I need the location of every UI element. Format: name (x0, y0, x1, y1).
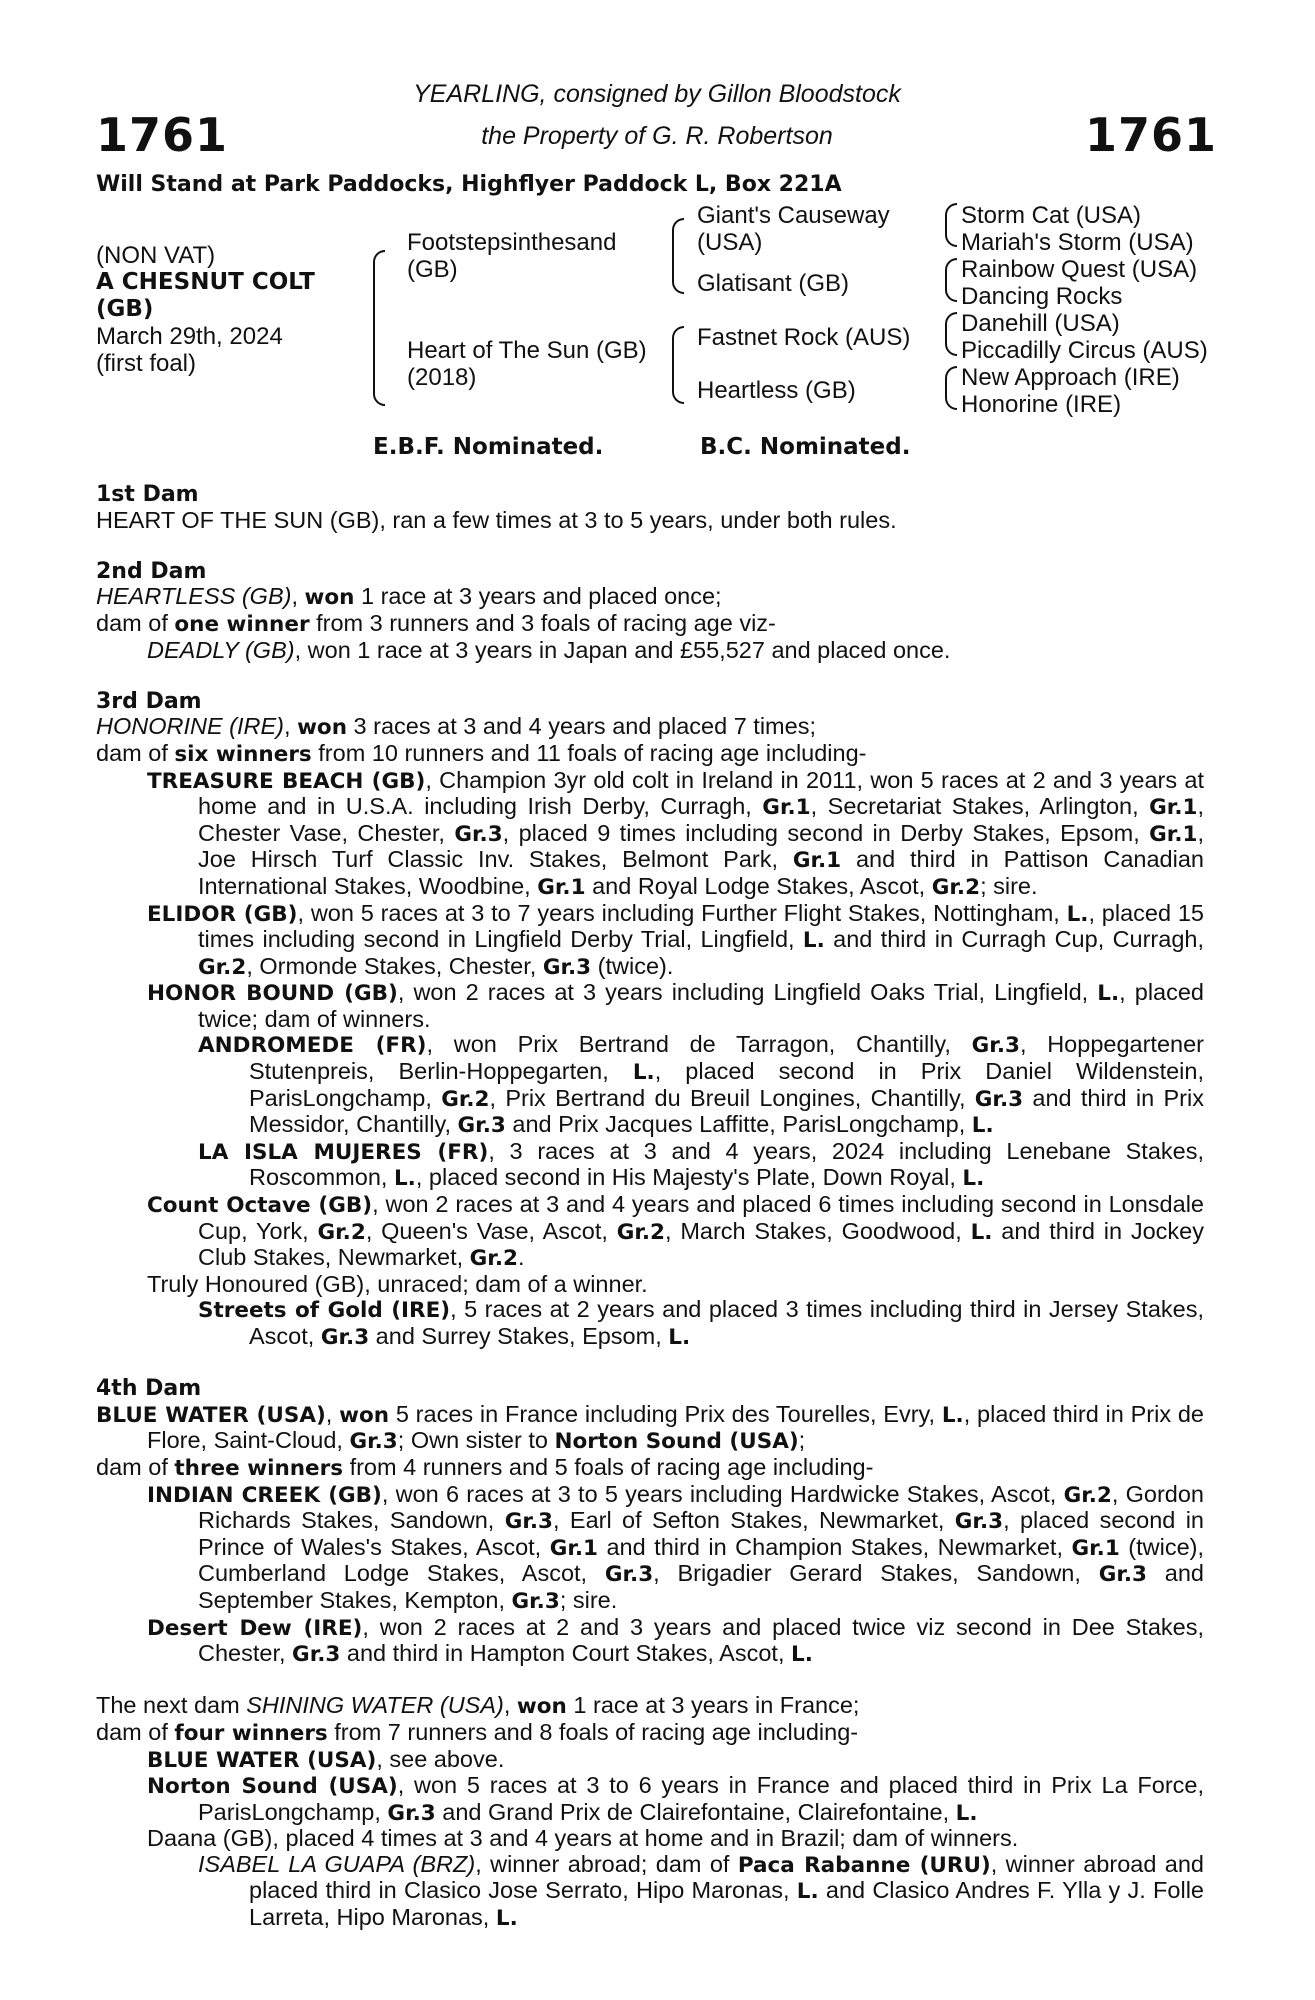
next-dam-text: The next dam SHINING WATER (USA), won 1 race at 3 years in France; (96, 1692, 860, 1720)
sire-country: (GB) (407, 256, 458, 283)
brace-dam (672, 326, 684, 404)
sire-dam: Glatisant (GB) (697, 270, 850, 297)
dam-name: Heart of The Sun (GB) (407, 337, 647, 364)
stand-location: Will Stand at Park Paddocks, Highflyer Paddock L, Box 221A (96, 172, 842, 197)
g3-1: Storm Cat (USA) (961, 202, 1142, 229)
vat-status: (NON VAT) (96, 242, 216, 269)
lot-number-left: 1761 (96, 108, 229, 162)
progeny-deadly: DEADLY (GB), won 1 race at 3 years in Japan and £55,527 and placed once. (147, 636, 951, 663)
progeny-truly-honoured: Truly Honoured (GB), unraced; dam of a winner. (147, 1270, 648, 1297)
progeny-blue-water: BLUE WATER (USA), see above. (147, 1745, 505, 1773)
progeny-honor-bound: HONOR BOUND (GB), won 2 races at 3 years including Lingfield Oaks Trial, Lingfield, L., placed twice; dam of winners. (147, 979, 1205, 1032)
g3-8: Honorine (IRE) (961, 391, 1122, 418)
g3-5: Danehill (USA) (961, 310, 1120, 337)
consignment-line: YEARLING, consigned by Gillon Bloodstock (413, 80, 901, 108)
dam-sire: Fastnet Rock (AUS) (697, 324, 911, 351)
third-dam-text: HONORINE (IRE), won 3 races at 3 and 4 years and placed 7 times; (96, 713, 816, 741)
progeny-streets-of-gold: Streets of Gold (IRE), 5 races at 2 years and placed 3 times including third in Jersey Stakes, Ascot, Gr.3 and Surrey Stakes, Epsom, L. (198, 1296, 1204, 1350)
second-dam-text: HEARTLESS (GB), won 1 race at 3 years and placed once; (96, 583, 722, 611)
brace-g3-4 (945, 366, 957, 410)
g3-7: New Approach (IRE) (961, 364, 1180, 391)
property-line: the Property of G. R. Robertson (481, 122, 833, 150)
progeny-la-isla-mujeres: LA ISLA MUJERES (FR), 3 races at 3 and 4 years, 2024 including Lenebane Stakes, Roscommon, L., placed second in His Majesty's Plate, Down Royal, L. (198, 1137, 1205, 1192)
section-4th-dam: 4th Dam (96, 1376, 202, 1402)
sire-sire: Giant's Causeway (697, 202, 890, 229)
g3-3: Rainbow Quest (USA) (961, 256, 1198, 283)
second-dam-produce: dam of one winner from 3 runners and 3 foals of racing age viz- (96, 609, 776, 637)
brace-g3-2 (945, 258, 957, 302)
third-dam-produce: dam of six winners from 10 runners and 11 foals of racing age including- (96, 739, 867, 767)
g3-6: Piccadilly Circus (AUS) (961, 337, 1208, 364)
brace-g3-3 (945, 312, 957, 356)
progeny-treasure-beach: TREASURE BEACH (GB), Champion 3yr old colt in Ireland in 2011, won 5 races at 2 and 3 years at home and in U.S.A. including Irish Derby, Curragh, Gr.1, Secretariat Stakes, Arlington, Gr.1, Chester Vase, Chester, Gr.3, placed 9 times including second in Derby Stakes, Epsom, Gr.1, Joe Hirsch Turf Classic Inv. Stakes, Belmont Park, Gr.1 and third in Pattison Canadian International Stakes, Woodbine, Gr.1 and Royal Lodge Stakes, Ascot, Gr.2; sire. (147, 766, 1204, 900)
progeny-isabel-la-guapa: ISABEL LA GUAPA (BRZ), winner abroad; dam of Paca Rabanne (URU), winner abroad and placed third in Clasico Jose Serrato, Hipo Maronas, L. and Clasico Andres F. Ylla y J. Folle Larreta, Hipo Maronas, L. (198, 1850, 1204, 1932)
ebf-nomination: E.B.F. Nominated. (373, 434, 604, 460)
lot-number-right: 1761 (1085, 108, 1218, 162)
horse-country: (GB) (96, 296, 154, 322)
progeny-indian-creek: INDIAN CREEK (GB), won 6 races at 3 to 5 years including Hardwicke Stakes, Ascot, Gr.2, Gordon Richards Stakes, Sandown, Gr.3, Earl of Sefton Stakes, Newmarket, Gr.3, placed second in Prince of Wales's Stakes, Ascot, Gr.1 and third in Champion Stakes, Newmarket, Gr.1 (twice), Cumberland Lodge Stakes, Ascot, Gr.3, Brigadier Gerard Stakes, Sandown, Gr.3 and September Stakes, Kempton, Gr.3; sire. (147, 1480, 1205, 1614)
g3-2: Mariah's Storm (USA) (961, 229, 1194, 256)
sire-sire-country: (USA) (697, 229, 763, 256)
dam-dam: Heartless (GB) (697, 377, 856, 404)
g3-4: Dancing Rocks (961, 283, 1123, 310)
progeny-andromede: ANDROMEDE (FR), won Prix Bertrand de Tarragon, Chantilly, Gr.3, Hoppegartener Stutenpreis, Berlin-Hoppegarten, L., placed second in Prix Daniel Wildenstein, ParisLongchamp, Gr.2, Prix Bertrand du Breuil Longines, Chantilly, Gr.3 and third in Prix Messidor, Chantilly, Gr.3 and Prix Jacques Laffitte, ParisLongchamp, L. (198, 1031, 1204, 1139)
sire-name: Footstepsinthesand (407, 229, 617, 256)
foal-note: (first foal) (96, 350, 197, 377)
brace-parents (373, 250, 385, 406)
progeny-elidor: ELIDOR (GB), won 5 races at 3 to 7 years including Further Flight Stakes, Nottingham, L., placed 15 times including second in Lingfield Derby Trial, Lingfield, L. and third in Curragh Cup, Curragh, Gr.2, Ormonde Stakes, Chester, Gr.3 (twice). (147, 899, 1204, 980)
section-3rd-dam: 3rd Dam (96, 688, 202, 714)
fourth-dam-produce: dam of three winners from 4 runners and 5 foals of racing age including- (96, 1453, 874, 1481)
bc-nomination: B.C. Nominated. (700, 434, 911, 460)
progeny-norton-sound: Norton Sound (USA), won 5 races at 3 to 6 years in France and placed third in Prix La Force, ParisLongchamp, Gr.3 and Grand Prix de Clairefontaine, Clairefontaine, L. (147, 1772, 1204, 1826)
brace-g3-1 (945, 203, 957, 247)
progeny-desert-dew: Desert Dew (IRE), won 2 races at 2 and 3 years and placed twice viz second in Dee Stakes, Chester, Gr.3 and third in Hampton Court Stakes, Ascot, L. (147, 1613, 1205, 1668)
section-1st-dam: 1st Dam (96, 482, 199, 507)
horse-name: A CHESNUT COLT (96, 269, 315, 295)
dam-lines (96, 482, 1204, 1932)
progeny-count-octave: Count Octave (GB), won 2 races at 3 and 4 years and placed 6 times including second in Lonsdale Cup, York, Gr.2, Queen's Vase, Ascot, Gr.2, March Stakes, Goodwood, L. and third in Jockey Club Stakes, Newmarket, Gr.2. (147, 1191, 1204, 1272)
next-dam-produce: dam of four winners from 7 runners and 8 foals of racing age including- (96, 1718, 859, 1746)
brace-sire (672, 218, 684, 294)
progeny-daana: Daana (GB), placed 4 times at 3 and 4 years at home and in Brazil; dam of winners. (147, 1825, 1019, 1852)
dam-year: (2018) (407, 364, 477, 391)
first-dam-text: HEART OF THE SUN (GB), ran a few times at 3 to 5 years, under both rules. (96, 506, 897, 533)
fourth-dam-text: BLUE WATER (USA), won 5 races in France including Prix des Tourelles, Evry, L., placed third in Prix de Flore, Saint-Cloud, Gr.3; Own sister to Norton Sound (USA); (96, 1400, 1204, 1455)
foaling-date: March 29th, 2024 (96, 323, 283, 350)
section-2nd-dam: 2nd Dam (96, 558, 207, 584)
